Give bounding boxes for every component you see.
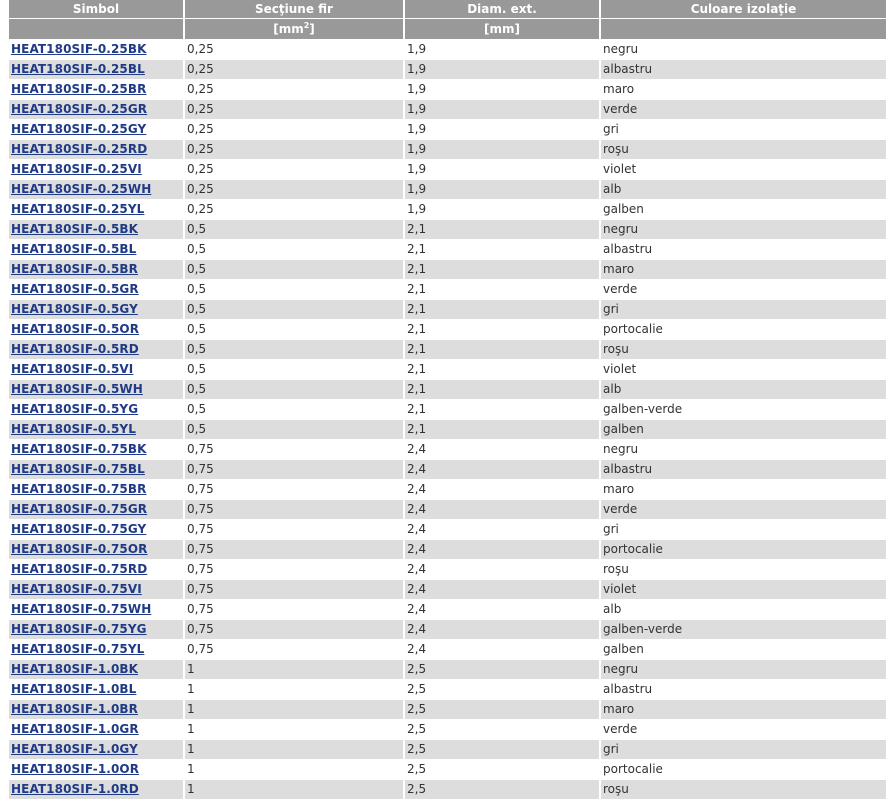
cell-symbol (9, 160, 183, 180)
cell-color: albastru (601, 240, 886, 260)
product-table (7, 0, 888, 800)
cell-section: 0,75 (185, 620, 403, 640)
cell-diam: 2,4 (405, 540, 599, 560)
cell-diam: 2,4 (405, 600, 599, 620)
table-row (9, 600, 886, 620)
cell-symbol (9, 80, 183, 100)
cell-section: 0,5 (185, 360, 403, 380)
cell-diam: 1,9 (405, 180, 599, 200)
table-row (9, 100, 886, 120)
header-row (9, 0, 886, 19)
cell-diam: 2,4 (405, 480, 599, 500)
cell-diam: 2,1 (405, 300, 599, 320)
cell-diam: 2,4 (405, 460, 599, 480)
cell-diam: 2,5 (405, 780, 599, 800)
cell-symbol (9, 220, 183, 240)
cell-color: alb (601, 180, 886, 200)
product-link[interactable]: HEAT180SIF-0.75RD (11, 562, 148, 576)
col-unit-color (601, 19, 886, 40)
table-row (9, 640, 886, 660)
cell-section: 1 (185, 680, 403, 700)
cell-section: 1 (185, 760, 403, 780)
cell-symbol (9, 340, 183, 360)
table-row (9, 460, 886, 480)
cell-color: verde (601, 720, 886, 740)
product-link[interactable]: HEAT180SIF-0.5VI (11, 362, 134, 376)
table-row (9, 580, 886, 600)
cell-symbol (9, 440, 183, 460)
cell-diam: 2,5 (405, 660, 599, 680)
table-row (9, 220, 886, 240)
col-unit-symbol (9, 19, 183, 40)
cell-symbol (9, 280, 183, 300)
product-link[interactable]: HEAT180SIF-0.25YL (11, 202, 145, 216)
cell-section: 0,25 (185, 200, 403, 220)
table-row (9, 740, 886, 760)
col-header-diam: Diam. ext. (405, 0, 599, 19)
cell-symbol (9, 140, 183, 160)
cell-diam: 2,1 (405, 240, 599, 260)
cell-symbol (9, 580, 183, 600)
cell-section: 1 (185, 720, 403, 740)
table-row (9, 480, 886, 500)
cell-diam: 2,5 (405, 740, 599, 760)
product-link[interactable]: HEAT180SIF-1.0RD (11, 782, 139, 796)
product-link[interactable]: HEAT180SIF-0.25WH (11, 182, 152, 196)
product-link[interactable]: HEAT180SIF-0.5YL (11, 422, 136, 436)
cell-symbol (9, 660, 183, 680)
cell-section: 1 (185, 700, 403, 720)
product-link[interactable]: HEAT180SIF-0.25BR (11, 82, 147, 96)
cell-symbol (9, 600, 183, 620)
cell-symbol (9, 300, 183, 320)
cell-color: verde (601, 100, 886, 120)
cell-section: 0,25 (185, 140, 403, 160)
table-row (9, 560, 886, 580)
table-row (9, 60, 886, 80)
unit-section-sup: 2 (303, 21, 310, 30)
cell-color: negru (601, 660, 886, 680)
cell-symbol (9, 200, 183, 220)
cell-color: galben-verde (601, 400, 886, 420)
cell-section: 0,25 (185, 120, 403, 140)
table-row (9, 620, 886, 640)
cell-diam: 1,9 (405, 140, 599, 160)
product-link[interactable]: HEAT180SIF-0.75BK (11, 442, 147, 456)
table-row (9, 780, 886, 800)
cell-color: violet (601, 160, 886, 180)
cell-symbol (9, 680, 183, 700)
cell-section: 0,5 (185, 420, 403, 440)
cell-section: 0,75 (185, 480, 403, 500)
cell-color: galben (601, 640, 886, 660)
cell-diam: 2,1 (405, 280, 599, 300)
product-link[interactable]: HEAT180SIF-0.75WH (11, 602, 152, 616)
product-link[interactable]: HEAT180SIF-0.75GY (11, 522, 147, 536)
cell-section: 0,75 (185, 520, 403, 540)
cell-color: roşu (601, 560, 886, 580)
cell-symbol (9, 620, 183, 640)
table-row (9, 720, 886, 740)
product-link[interactable]: HEAT180SIF-0.25BK (11, 42, 147, 56)
table-row (9, 420, 886, 440)
cell-color: galben (601, 200, 886, 220)
cell-symbol (9, 400, 183, 420)
product-link[interactable]: HEAT180SIF-1.0BR (11, 702, 138, 716)
cell-diam: 1,9 (405, 160, 599, 180)
cell-diam: 2,1 (405, 380, 599, 400)
cell-section: 0,75 (185, 580, 403, 600)
cell-diam: 2,4 (405, 560, 599, 580)
unit-section-end: ] (309, 22, 315, 36)
cell-diam: 2,5 (405, 760, 599, 780)
product-link[interactable]: HEAT180SIF-1.0GY (11, 742, 138, 756)
unit-section-base: [mm (273, 22, 304, 36)
cell-color: galben (601, 420, 886, 440)
product-link[interactable]: HEAT180SIF-0.25VI (11, 162, 142, 176)
header-units-row (9, 19, 886, 40)
table-row (9, 440, 886, 460)
cell-symbol (9, 560, 183, 580)
cell-diam: 2,1 (405, 400, 599, 420)
table-row (9, 280, 886, 300)
cell-color: albastru (601, 680, 886, 700)
product-link[interactable]: HEAT180SIF-0.25GY (11, 122, 147, 136)
product-link[interactable]: HEAT180SIF-0.25BL (11, 62, 145, 76)
table-row (9, 140, 886, 160)
product-link[interactable]: HEAT180SIF-0.75YG (11, 622, 147, 636)
product-link[interactable]: HEAT180SIF-0.5YG (11, 402, 139, 416)
cell-color: negru (601, 40, 886, 60)
cell-diam: 2,4 (405, 580, 599, 600)
cell-diam: 2,4 (405, 500, 599, 520)
cell-symbol (9, 360, 183, 380)
cell-symbol (9, 760, 183, 780)
product-link[interactable]: HEAT180SIF-0.5BL (11, 242, 137, 256)
cell-diam: 2,5 (405, 700, 599, 720)
cell-section: 1 (185, 740, 403, 760)
cell-symbol (9, 740, 183, 760)
table-row (9, 240, 886, 260)
cell-symbol (9, 500, 183, 520)
table-row (9, 680, 886, 700)
table-row (9, 160, 886, 180)
cell-section: 0,25 (185, 100, 403, 120)
cell-symbol (9, 120, 183, 140)
product-link[interactable]: HEAT180SIF-0.75BL (11, 462, 145, 476)
table-row (9, 660, 886, 680)
cell-symbol (9, 240, 183, 260)
cell-diam: 2,1 (405, 420, 599, 440)
product-link[interactable]: HEAT180SIF-0.5WH (11, 382, 143, 396)
cell-section: 0,75 (185, 600, 403, 620)
cell-color: roşu (601, 340, 886, 360)
cell-diam: 2,5 (405, 680, 599, 700)
cell-color: albastru (601, 60, 886, 80)
cell-section: 0,5 (185, 240, 403, 260)
cell-diam: 1,9 (405, 120, 599, 140)
col-header-symbol: Simbol (9, 0, 183, 19)
cell-symbol (9, 320, 183, 340)
product-link[interactable]: HEAT180SIF-1.0BL (11, 682, 137, 696)
table-row (9, 40, 886, 60)
table-row (9, 760, 886, 780)
table-row (9, 500, 886, 520)
table-row (9, 700, 886, 720)
table-row (9, 180, 886, 200)
cell-diam: 1,9 (405, 200, 599, 220)
cell-color: portocalie (601, 760, 886, 780)
cell-symbol (9, 100, 183, 120)
cell-symbol (9, 640, 183, 660)
cell-section: 1 (185, 780, 403, 800)
product-link[interactable]: HEAT180SIF-0.5BK (11, 222, 139, 236)
cell-diam: 2,1 (405, 340, 599, 360)
product-link[interactable]: HEAT180SIF-0.5RD (11, 342, 139, 356)
col-unit-section (185, 19, 403, 40)
table-row (9, 380, 886, 400)
table-row (9, 360, 886, 380)
cell-color: galben-verde (601, 620, 886, 640)
cell-section: 0,25 (185, 40, 403, 60)
cell-section: 0,5 (185, 380, 403, 400)
cell-section: 0,25 (185, 60, 403, 80)
cell-color: roşu (601, 140, 886, 160)
cell-symbol (9, 460, 183, 480)
product-link[interactable]: HEAT180SIF-0.75OR (11, 542, 148, 556)
cell-diam: 1,9 (405, 80, 599, 100)
col-header-section: Secţiune fir (185, 0, 403, 19)
cell-diam: 1,9 (405, 100, 599, 120)
table-row (9, 540, 886, 560)
cell-color: gri (601, 740, 886, 760)
cell-color: roşu (601, 780, 886, 800)
col-header-color: Culoare izolaţie (601, 0, 886, 19)
cell-section: 0,25 (185, 80, 403, 100)
product-link[interactable]: HEAT180SIF-0.75GR (11, 502, 148, 516)
cell-color: portocalie (601, 320, 886, 340)
cell-symbol (9, 540, 183, 560)
cell-section: 0,5 (185, 260, 403, 280)
cell-diam: 2,4 (405, 640, 599, 660)
table-row (9, 260, 886, 280)
cell-diam: 2,1 (405, 220, 599, 240)
cell-color: violet (601, 580, 886, 600)
cell-diam: 1,9 (405, 60, 599, 80)
cell-symbol (9, 700, 183, 720)
table-body (9, 40, 886, 800)
cell-section: 0,5 (185, 400, 403, 420)
product-link[interactable]: HEAT180SIF-0.75BR (11, 482, 147, 496)
table-row (9, 120, 886, 140)
cell-color: maro (601, 260, 886, 280)
cell-color: maro (601, 80, 886, 100)
cell-section: 0,5 (185, 320, 403, 340)
cell-section: 0,75 (185, 640, 403, 660)
cell-color: negru (601, 220, 886, 240)
cell-section: 0,5 (185, 300, 403, 320)
product-link[interactable]: HEAT180SIF-1.0OR (11, 762, 140, 776)
product-link[interactable]: HEAT180SIF-0.5BR (11, 262, 138, 276)
cell-diam: 2,1 (405, 260, 599, 280)
table-row (9, 200, 886, 220)
cell-color: verde (601, 500, 886, 520)
product-link[interactable]: HEAT180SIF-1.0BK (11, 662, 139, 676)
cell-diam: 2,1 (405, 360, 599, 380)
cell-diam: 2,5 (405, 720, 599, 740)
cell-diam: 2,1 (405, 320, 599, 340)
cell-symbol (9, 420, 183, 440)
product-link[interactable]: HEAT180SIF-1.0GR (11, 722, 139, 736)
cell-color: gri (601, 520, 886, 540)
table-row (9, 340, 886, 360)
table-row (9, 520, 886, 540)
cell-section: 0,75 (185, 560, 403, 580)
cell-section: 0,75 (185, 540, 403, 560)
cell-color: portocalie (601, 540, 886, 560)
product-link[interactable]: HEAT180SIF-0.5OR (11, 322, 140, 336)
cell-color: gri (601, 300, 886, 320)
cell-symbol (9, 60, 183, 80)
product-link[interactable]: HEAT180SIF-0.5GR (11, 282, 139, 296)
product-link[interactable]: HEAT180SIF-0.75VI (11, 582, 142, 596)
cell-diam: 2,4 (405, 440, 599, 460)
product-link[interactable]: HEAT180SIF-0.5GY (11, 302, 138, 316)
cell-color: negru (601, 440, 886, 460)
cell-color: maro (601, 480, 886, 500)
cell-diam: 1,9 (405, 40, 599, 60)
cell-section: 0,5 (185, 340, 403, 360)
table-header (9, 0, 886, 40)
cell-symbol (9, 480, 183, 500)
cell-diam: 2,4 (405, 620, 599, 640)
cell-symbol (9, 180, 183, 200)
cell-symbol (9, 380, 183, 400)
cell-color: violet (601, 360, 886, 380)
cell-section: 0,5 (185, 280, 403, 300)
cell-section: 0,25 (185, 160, 403, 180)
table-row (9, 80, 886, 100)
cell-color: alb (601, 600, 886, 620)
cell-section: 0,75 (185, 460, 403, 480)
cell-symbol (9, 40, 183, 60)
table-row (9, 300, 886, 320)
cell-symbol (9, 260, 183, 280)
table-row (9, 320, 886, 340)
product-link[interactable]: HEAT180SIF-0.75YL (11, 642, 145, 656)
cell-color: albastru (601, 460, 886, 480)
cell-section: 0,5 (185, 220, 403, 240)
cell-symbol (9, 720, 183, 740)
cell-section: 0,75 (185, 440, 403, 460)
cell-color: gri (601, 120, 886, 140)
cell-symbol (9, 520, 183, 540)
cell-diam: 2,4 (405, 520, 599, 540)
table-row (9, 400, 886, 420)
cell-color: verde (601, 280, 886, 300)
cell-symbol (9, 780, 183, 800)
cell-color: maro (601, 700, 886, 720)
product-link[interactable]: HEAT180SIF-0.25GR (11, 102, 148, 116)
col-unit-diam: [mm] (405, 19, 599, 40)
product-link[interactable]: HEAT180SIF-0.25RD (11, 142, 148, 156)
cell-section: 0,75 (185, 500, 403, 520)
cell-color: alb (601, 380, 886, 400)
cell-section: 1 (185, 660, 403, 680)
cell-section: 0,25 (185, 180, 403, 200)
